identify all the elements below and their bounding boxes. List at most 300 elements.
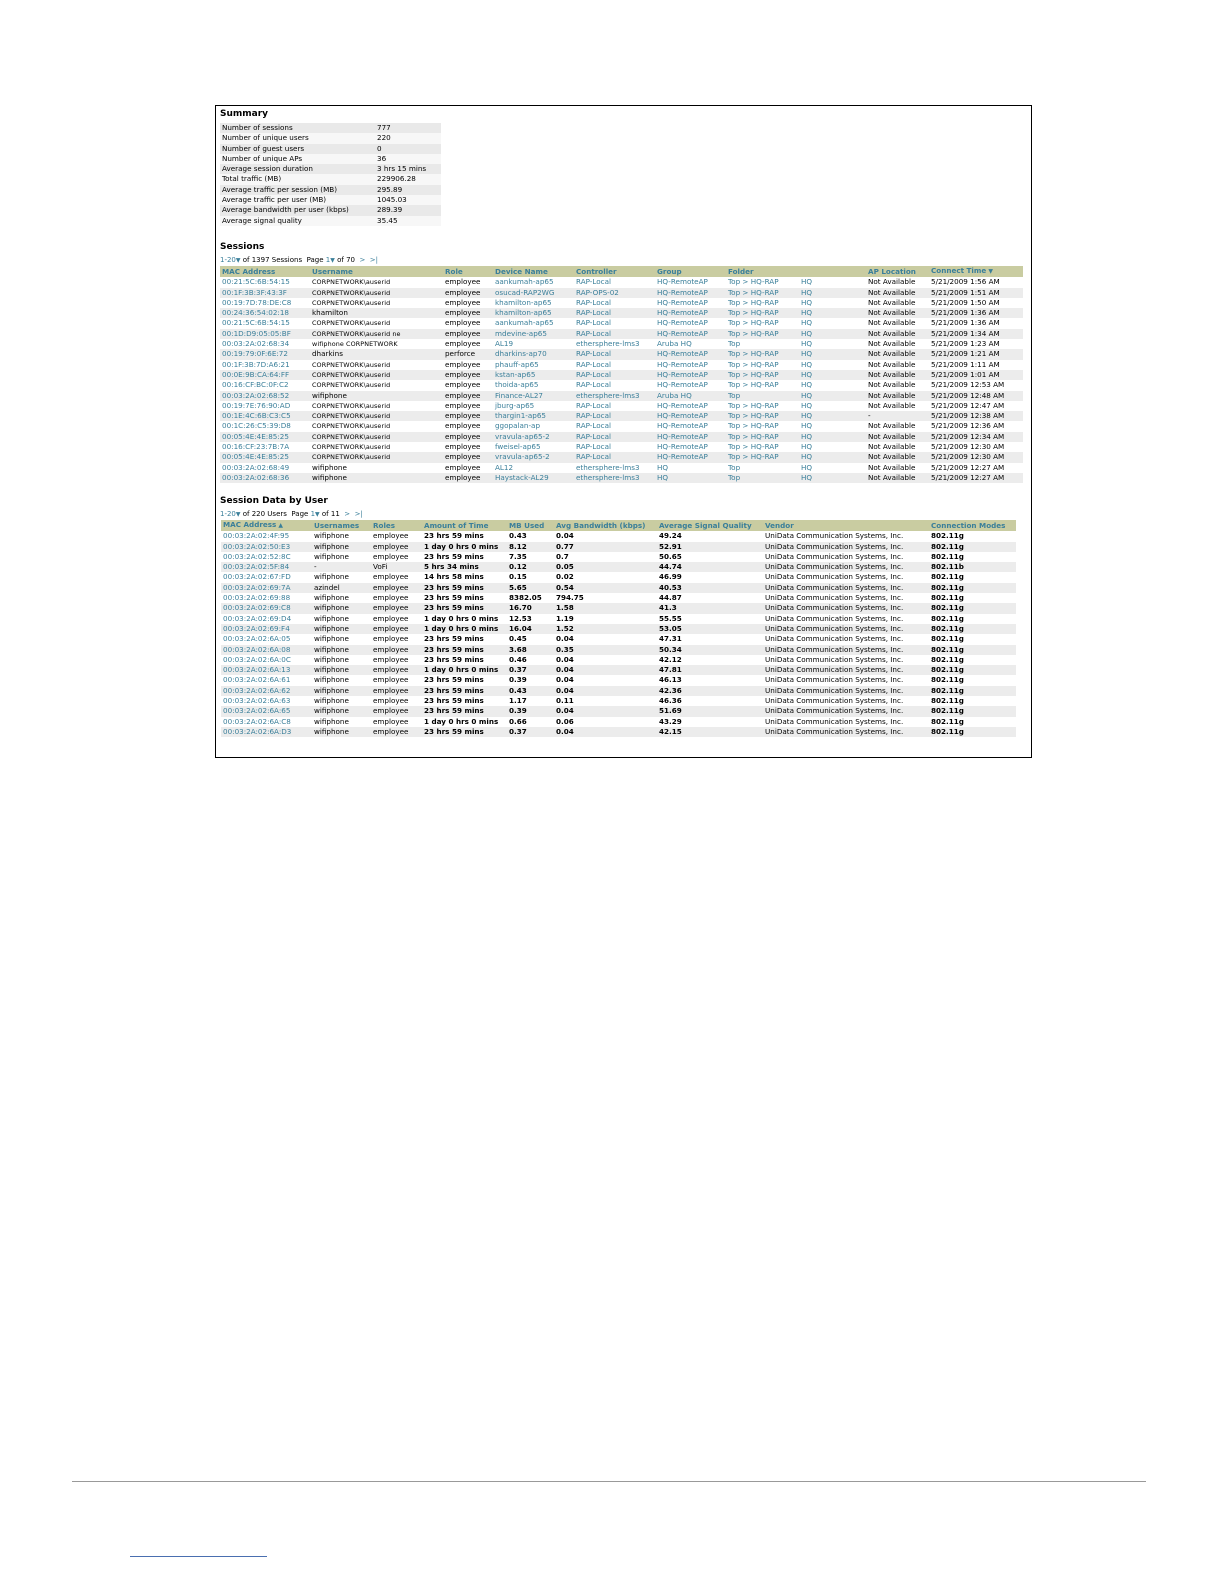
summary-value: 1045.03 <box>375 195 441 205</box>
footer-link-underline <box>130 1556 267 1557</box>
table-cell: Not Available <box>868 318 916 328</box>
column-header[interactable]: Connection Modes <box>929 520 1016 531</box>
table-cell[interactable]: 00:05:4E:4E:85:25 <box>220 452 310 462</box>
table-cell[interactable]: khamilton-ap65 <box>493 308 574 318</box>
table-cell[interactable]: HQ-RemoteAP <box>657 421 708 431</box>
table-cell[interactable]: Top > HQ-RAP <box>728 318 779 328</box>
table-cell[interactable]: Top > HQ-RAP <box>726 370 799 380</box>
table-cell[interactable]: Top > HQ-RAP <box>728 297 779 307</box>
table-cell[interactable]: ethersphere-lms3 <box>576 339 640 349</box>
table-cell[interactable]: phauff-ap65 <box>495 359 539 369</box>
table-cell[interactable]: HQ <box>799 411 866 421</box>
table-cell[interactable]: Top <box>726 391 799 401</box>
table-cell[interactable]: HQ <box>799 349 866 359</box>
table-cell: 5/21/2009 12:47 AM <box>931 400 1005 410</box>
table-cell[interactable]: 00:19:7E:76:90:AD <box>222 400 291 410</box>
column-header[interactable]: Device Name <box>493 266 574 277</box>
table-cell[interactable]: 00:24:36:54:02:18 <box>220 308 310 318</box>
table-cell: CORPNETWORK\auserid <box>312 443 391 452</box>
table-cell[interactable]: vravula-ap65-2 <box>493 452 574 462</box>
table-cell[interactable]: AL19 <box>495 339 514 349</box>
table-cell[interactable]: Top > HQ-RAP <box>728 277 779 287</box>
table-cell: Not Available <box>866 329 929 339</box>
table-cell: 0.39 <box>509 675 527 685</box>
table-cell: 5/21/2009 12:38 AM <box>929 411 1023 421</box>
table-cell: 1.17 <box>509 696 527 706</box>
table-cell[interactable]: dharkins-ap70 <box>493 349 574 359</box>
column-header[interactable]: Connect Time ▼ <box>929 266 1023 277</box>
table-cell[interactable]: Top > HQ-RAP <box>726 308 799 318</box>
table-cell[interactable]: Top > HQ-RAP <box>728 380 779 390</box>
table-cell: employee <box>443 473 493 483</box>
table-cell: 52.91 <box>657 542 763 552</box>
chevron-down-icon[interactable]: ▼ <box>330 257 335 264</box>
table-cell: wifiphone <box>312 686 371 696</box>
table-cell: azindel <box>312 583 371 593</box>
table-cell: 1 day 0 hrs 0 mins <box>422 665 507 675</box>
table-cell[interactable]: HQ-RemoteAP <box>655 370 726 380</box>
table-cell[interactable]: 00:16:CF:23:7B:7A <box>222 442 290 452</box>
table-cell[interactable]: 00:03:2A:02:69:D4 <box>223 613 292 623</box>
table-cell: wifiphone <box>312 603 371 613</box>
table-cell[interactable]: Top > HQ-RAP <box>728 421 779 431</box>
table-cell[interactable]: HQ-RemoteAP <box>657 297 708 307</box>
table-cell[interactable]: HQ <box>799 432 866 442</box>
table-cell: 5/21/2009 12:34 AM <box>929 432 1023 442</box>
table-cell[interactable]: RAP-Local <box>576 318 612 328</box>
summary-row <box>220 123 441 133</box>
table-cell[interactable]: 00:03:2A:02:69:7A <box>221 583 312 593</box>
table-cell: 0.43 <box>507 686 554 696</box>
table-cell[interactable]: RAP-Local <box>576 400 612 410</box>
summary-value: 777 <box>375 123 441 133</box>
table-cell[interactable]: Aruba HQ <box>655 391 726 401</box>
table-cell: wifiphone <box>314 696 349 706</box>
table-cell[interactable]: 00:03:2A:02:68:52 <box>220 391 310 401</box>
table-cell: 0.15 <box>509 572 527 582</box>
table-cell[interactable]: HQ-RemoteAP <box>657 380 708 390</box>
table-cell[interactable]: 00:03:2A:02:6A:62 <box>221 686 312 696</box>
table-cell: employee <box>371 686 422 696</box>
column-header[interactable]: Roles <box>371 520 422 531</box>
table-cell: Not Available <box>866 432 929 442</box>
table-cell[interactable]: RAP-Local <box>574 411 655 421</box>
sessions-page-select[interactable]: 1 <box>325 256 331 264</box>
table-cell: employee <box>443 391 493 401</box>
column-header[interactable]: Role <box>443 266 493 277</box>
table-cell[interactable]: HQ-RemoteAP <box>655 432 726 442</box>
chevron-down-icon[interactable]: ▼ <box>235 257 241 264</box>
table-cell: 5/21/2009 1:23 AM <box>931 339 1000 349</box>
table-cell: CORPNETWORK\auserid <box>310 432 443 442</box>
table-row <box>220 370 1023 380</box>
table-cell[interactable]: 00:03:2A:02:69:F4 <box>221 624 312 634</box>
table-cell: CORPNETWORK\auserid <box>312 278 391 287</box>
chevron-down-icon[interactable]: ▼ <box>315 511 320 518</box>
table-cell[interactable]: 00:03:2A:02:6A:D3 <box>221 727 312 737</box>
table-cell[interactable]: RAP-Local <box>576 277 612 287</box>
table-cell: 0.04 <box>554 727 657 737</box>
table-cell: 44.74 <box>657 562 763 572</box>
column-header[interactable]: Folder <box>726 266 799 277</box>
table-cell: UniData Communication Systems, Inc. <box>765 572 904 582</box>
table-cell[interactable]: Haystack-AL29 <box>493 473 574 483</box>
sort-asc-icon[interactable]: ▲ <box>276 522 284 529</box>
table-cell[interactable]: HQ <box>801 277 813 287</box>
table-cell[interactable]: HQ <box>801 339 813 349</box>
table-cell[interactable]: 00:03:2A:02:67:FD <box>223 572 291 582</box>
table-cell: Not Available <box>868 277 916 287</box>
table-cell[interactable]: HQ <box>801 400 813 410</box>
table-cell[interactable]: HQ <box>799 473 866 483</box>
table-cell[interactable]: Top > HQ-RAP <box>726 288 799 298</box>
users-pager <box>220 510 363 518</box>
column-header[interactable]: Amount of Time <box>422 520 507 531</box>
summary-title: Summary <box>220 109 269 119</box>
summary-label: Average traffic per session (MB) <box>220 185 375 195</box>
table-cell[interactable]: HQ-RemoteAP <box>655 349 726 359</box>
table-cell: Not Available <box>866 473 929 483</box>
column-header[interactable]: Average Signal Quality <box>657 520 763 531</box>
table-cell[interactable]: HQ <box>801 359 813 369</box>
table-cell: UniData Communication Systems, Inc. <box>763 706 929 716</box>
table-cell[interactable]: Top > HQ-RAP <box>726 411 799 421</box>
table-cell[interactable]: 00:05:4E:4E:85:25 <box>220 432 310 442</box>
column-header[interactable]: MB Used <box>507 520 554 531</box>
table-cell[interactable]: 00:03:2A:02:6A:C8 <box>223 716 291 726</box>
table-cell[interactable]: 00:03:2A:02:50:E3 <box>221 542 312 552</box>
table-cell[interactable]: RAP-Local <box>574 349 655 359</box>
table-cell: 1.52 <box>554 624 657 634</box>
table-cell[interactable]: 00:03:2A:02:6A:0C <box>223 654 291 664</box>
table-cell[interactable]: RAP-Local <box>576 442 612 452</box>
table-cell[interactable]: 00:03:2A:02:5F:84 <box>221 562 312 572</box>
table-cell[interactable]: osucad-RAP2WG <box>493 288 574 298</box>
table-cell: 23 hrs 59 mins <box>424 593 484 603</box>
table-cell[interactable]: RAP-Local <box>576 359 612 369</box>
table-cell: employee <box>443 432 493 442</box>
table-cell: 0.04 <box>556 654 574 664</box>
table-cell[interactable]: HQ-RemoteAP <box>655 452 726 462</box>
table-cell: UniData Communication Systems, Inc. <box>763 603 929 613</box>
table-row <box>221 655 1016 665</box>
table-cell[interactable]: 00:03:2A:02:6A:05 <box>223 634 291 644</box>
table-row <box>220 401 1023 411</box>
table-cell[interactable]: HQ <box>655 473 726 483</box>
column-header[interactable]: Avg Bandwidth (kbps) <box>554 520 657 531</box>
table-cell: 0.11 <box>556 696 574 706</box>
table-cell: employee <box>443 308 493 318</box>
table-cell[interactable]: HQ <box>799 370 866 380</box>
table-row <box>220 308 1023 318</box>
table-cell[interactable]: HQ <box>801 380 813 390</box>
table-cell[interactable]: Top > HQ-RAP <box>728 442 779 452</box>
table-cell[interactable]: Top > HQ-RAP <box>726 349 799 359</box>
table-cell[interactable]: 00:03:2A:02:4F:95 <box>223 531 290 541</box>
sessions-table <box>220 266 1023 483</box>
table-cell: wifiphone <box>312 727 371 737</box>
table-cell[interactable]: RAP-Local <box>576 297 612 307</box>
table-cell[interactable]: 00:03:2A:02:6A:13 <box>221 665 312 675</box>
table-cell[interactable]: 00:1C:26:C5:39:D8 <box>222 421 291 431</box>
table-cell: 802.11g <box>931 675 964 685</box>
table-cell[interactable]: Top > HQ-RAP <box>726 329 799 339</box>
table-cell[interactable]: HQ <box>799 288 866 298</box>
table-cell[interactable]: HQ <box>799 391 866 401</box>
column-header[interactable]: Usernames <box>312 520 371 531</box>
table-cell[interactable]: RAP-Local <box>574 452 655 462</box>
table-row <box>220 380 1023 390</box>
page-of: of 11 <box>321 510 340 518</box>
table-cell: 23 hrs 59 mins <box>422 583 507 593</box>
table-row <box>221 624 1016 634</box>
column-header[interactable]: Vendor <box>763 520 929 531</box>
table-cell[interactable]: Top > HQ-RAP <box>726 452 799 462</box>
table-cell[interactable]: aankumah-ap65 <box>495 318 554 328</box>
table-cell[interactable]: HQ <box>799 329 866 339</box>
table-cell[interactable]: HQ <box>657 462 669 472</box>
table-cell: wifiphone <box>314 634 349 644</box>
table-cell[interactable]: 00:03:2A:02:6A:63 <box>223 696 291 706</box>
table-cell[interactable]: Top <box>728 462 741 472</box>
table-cell[interactable]: HQ-RemoteAP <box>655 288 726 298</box>
table-cell[interactable]: 00:03:2A:02:6A:08 <box>221 645 312 655</box>
table-cell: khamilton <box>310 308 443 318</box>
table-cell[interactable]: Top > HQ-RAP <box>726 432 799 442</box>
table-cell: UniData Communication Systems, Inc. <box>765 531 904 541</box>
table-cell: 0.37 <box>507 665 554 675</box>
table-cell: UniData Communication Systems, Inc. <box>765 716 904 726</box>
table-cell[interactable]: RAP-Local <box>576 421 612 431</box>
table-cell: employee <box>443 411 493 421</box>
summary-label: Number of sessions <box>220 123 375 133</box>
summary-row <box>220 216 441 226</box>
table-cell[interactable]: ethersphere-lms3 <box>576 462 640 472</box>
table-cell[interactable]: fweisel-ap65 <box>495 442 541 452</box>
table-cell: 0.7 <box>556 551 569 561</box>
table-cell[interactable]: HQ <box>801 421 813 431</box>
table-cell[interactable]: 00:0E:9B:CA:64:FF <box>220 370 310 380</box>
table-cell[interactable]: RAP-Local <box>574 308 655 318</box>
table-cell: wifiphone <box>312 645 371 655</box>
table-cell: 0.39 <box>507 706 554 716</box>
table-cell[interactable]: thargin1-ap65 <box>493 411 574 421</box>
table-cell[interactable]: 00:03:2A:02:69:88 <box>223 593 291 603</box>
table-cell[interactable]: 00:19:79:0F:6E:72 <box>220 349 310 359</box>
summary-row <box>220 195 441 205</box>
table-cell[interactable]: 00:1D:D9:05:05:BF <box>220 329 310 339</box>
table-cell[interactable]: RAP-Local <box>576 380 612 390</box>
table-cell[interactable]: HQ <box>801 318 813 328</box>
next-page-button[interactable]: > <box>344 510 351 518</box>
table-row <box>220 339 1023 349</box>
table-cell[interactable]: ethersphere-lms3 <box>574 473 655 483</box>
table-cell: 802.11g <box>929 706 1016 716</box>
table-cell: 5/21/2009 1:36 AM <box>929 308 1023 318</box>
column-header[interactable]: Controller <box>574 266 655 277</box>
sort-desc-icon[interactable]: ▼ <box>986 268 993 275</box>
table-cell: wifiphone <box>312 706 371 716</box>
table-cell[interactable]: RAP-Local <box>574 329 655 339</box>
table-cell[interactable]: vravula-ap65-2 <box>493 432 574 442</box>
table-cell[interactable]: ggopalan-ap <box>495 421 541 431</box>
sessions-title: Sessions <box>220 242 265 252</box>
table-cell[interactable]: RAP-OPS-02 <box>574 288 655 298</box>
table-cell: 7.35 <box>509 551 527 561</box>
table-cell[interactable]: aankumah-ap65 <box>495 277 554 287</box>
table-cell[interactable]: Top > HQ-RAP <box>728 359 779 369</box>
table-cell: CORPNETWORK\auserid <box>312 381 391 390</box>
table-row <box>220 360 1023 370</box>
table-cell[interactable]: HQ <box>799 452 866 462</box>
table-cell[interactable]: RAP-Local <box>574 370 655 380</box>
table-cell[interactable]: HQ-RemoteAP <box>657 277 708 287</box>
table-cell: 50.65 <box>659 551 682 561</box>
summary-label: Number of unique APs <box>220 154 375 164</box>
table-cell: employee <box>373 613 409 623</box>
table-cell[interactable]: AL12 <box>495 462 514 472</box>
table-cell: 0.35 <box>554 645 657 655</box>
table-cell[interactable]: 00:03:2A:02:69:C8 <box>221 603 312 613</box>
table-cell[interactable]: Aruba HQ <box>657 339 692 349</box>
table-cell: 1.19 <box>556 613 574 623</box>
table-cell[interactable]: 00:1E:4C:6B:C3:C5 <box>220 411 310 421</box>
table-cell: CORPNETWORK\auserid <box>312 319 391 328</box>
table-cell[interactable]: Top > HQ-RAP <box>728 400 779 410</box>
table-cell[interactable]: 00:21:5C:6B:54:15 <box>222 318 290 328</box>
table-cell[interactable]: HQ-RemoteAP <box>655 308 726 318</box>
table-cell: Not Available <box>866 308 929 318</box>
page-label: Page <box>291 510 309 518</box>
chevron-down-icon[interactable]: ▼ <box>235 511 241 518</box>
table-cell: UniData Communication Systems, Inc. <box>763 645 929 655</box>
table-cell: 8382.05 <box>509 593 542 603</box>
table-cell: 43.29 <box>659 716 682 726</box>
table-cell[interactable]: 00:1F:3B:7D:A6:21 <box>222 359 290 369</box>
table-cell[interactable]: 00:03:2A:02:68:49 <box>222 462 290 472</box>
table-cell[interactable]: 00:16:CF:BC:0F:C2 <box>222 380 289 390</box>
table-cell: 1 day 0 hrs 0 mins <box>422 542 507 552</box>
table-cell: UniData Communication Systems, Inc. <box>765 593 904 603</box>
table-cell[interactable]: HQ-RemoteAP <box>657 359 708 369</box>
column-header[interactable]: Username <box>310 266 443 277</box>
table-cell: employee <box>445 339 481 349</box>
table-cell: UniData Communication Systems, Inc. <box>763 542 929 552</box>
table-cell: 49.24 <box>659 531 682 541</box>
table-cell: 23 hrs 59 mins <box>422 686 507 696</box>
table-row <box>220 277 1023 287</box>
table-row <box>221 696 1016 706</box>
table-cell[interactable]: HQ-RemoteAP <box>657 442 708 452</box>
table-cell[interactable]: 00:19:7D:78:DE:C8 <box>222 297 292 307</box>
table-cell[interactable]: 00:21:5C:6B:54:15 <box>222 277 290 287</box>
table-cell[interactable]: HQ-RemoteAP <box>655 411 726 421</box>
table-cell: perforce <box>443 349 493 359</box>
column-header[interactable]: AP Location <box>866 266 929 277</box>
table-cell[interactable]: HQ <box>801 462 813 472</box>
table-cell[interactable]: HQ-RemoteAP <box>657 400 708 410</box>
summary-value: 289.39 <box>375 205 441 215</box>
sessions-range-select[interactable]: 1-20 <box>220 256 236 264</box>
column-header[interactable]: Group <box>655 266 726 277</box>
table-cell[interactable]: 00:03:2A:02:68:34 <box>222 339 290 349</box>
last-page-button[interactable]: >| <box>369 256 378 264</box>
column-header[interactable]: MAC Address <box>220 266 310 277</box>
table-cell: wifiphone <box>312 624 371 634</box>
table-cell[interactable]: 00:03:2A:02:6A:61 <box>223 675 291 685</box>
summary-row <box>220 185 441 195</box>
table-cell: wifiphone <box>314 675 349 685</box>
table-cell: 1 day 0 hrs 0 mins <box>424 716 499 726</box>
table-cell[interactable]: 00:1F:3B:3F:43:3F <box>220 288 310 298</box>
table-cell[interactable]: 00:03:2A:02:52:8C <box>223 551 291 561</box>
table-cell: Not Available <box>866 391 929 401</box>
table-cell: wifiphone <box>314 593 349 603</box>
table-cell: 50.34 <box>657 645 763 655</box>
table-cell[interactable]: HQ-RemoteAP <box>657 318 708 328</box>
table-cell[interactable]: jburg-ap65 <box>495 400 535 410</box>
table-cell: 0.12 <box>507 562 554 572</box>
table-cell: 23 hrs 59 mins <box>424 634 484 644</box>
table-cell[interactable]: HQ-RemoteAP <box>655 329 726 339</box>
users-page-select[interactable]: 1 <box>310 510 316 518</box>
summary-value: 229906.28 <box>375 174 441 184</box>
table-cell: 802.11g <box>929 603 1016 613</box>
table-cell[interactable]: ethersphere-lms3 <box>574 391 655 401</box>
table-cell[interactable]: HQ <box>801 297 813 307</box>
table-cell: employee <box>445 380 481 390</box>
next-page-button[interactable]: > <box>359 256 366 264</box>
table-row <box>221 614 1016 624</box>
table-cell: 16.04 <box>507 624 554 634</box>
table-cell: 794.75 <box>556 593 584 603</box>
table-cell: employee <box>445 462 481 472</box>
table-cell: wifiphone <box>310 391 443 401</box>
table-row <box>221 593 1016 603</box>
table-cell[interactable]: Finance-AL27 <box>493 391 574 401</box>
table-cell: 5/21/2009 1:51 AM <box>929 288 1023 298</box>
table-cell: wifiphone <box>314 613 349 623</box>
table-cell: UniData Communication Systems, Inc. <box>763 727 929 737</box>
table-cell[interactable]: thoida-ap65 <box>495 380 539 390</box>
table-row <box>221 542 1016 552</box>
table-cell[interactable]: 00:03:2A:02:6A:65 <box>221 706 312 716</box>
table-cell: 0.54 <box>554 583 657 593</box>
last-page-button[interactable]: >| <box>354 510 363 518</box>
table-cell: UniData Communication Systems, Inc. <box>763 686 929 696</box>
table-cell[interactable]: HQ <box>801 442 813 452</box>
table-cell: 0.06 <box>556 716 574 726</box>
table-cell: 802.11g <box>931 696 964 706</box>
table-cell[interactable]: khamilton-ap65 <box>495 297 552 307</box>
table-cell: 802.11g <box>931 654 964 664</box>
table-cell[interactable]: RAP-Local <box>574 432 655 442</box>
table-cell: employee <box>371 665 422 675</box>
users-range-select[interactable]: 1-20 <box>220 510 236 518</box>
table-cell[interactable]: 00:03:2A:02:68:36 <box>220 473 310 483</box>
table-cell[interactable]: mdevine-ap65 <box>493 329 574 339</box>
summary-label: Number of guest users <box>220 144 375 154</box>
table-cell: 42.12 <box>659 654 682 664</box>
table-cell[interactable]: Top <box>726 473 799 483</box>
column-header[interactable]: MAC Address ▲ <box>221 520 312 531</box>
table-cell[interactable]: HQ <box>799 308 866 318</box>
table-cell: 46.36 <box>659 696 682 706</box>
table-cell: 802.11g <box>929 645 1016 655</box>
table-cell[interactable]: Top <box>728 339 741 349</box>
summary-value: 36 <box>375 154 441 164</box>
table-cell[interactable]: kstan-ap65 <box>493 370 574 380</box>
